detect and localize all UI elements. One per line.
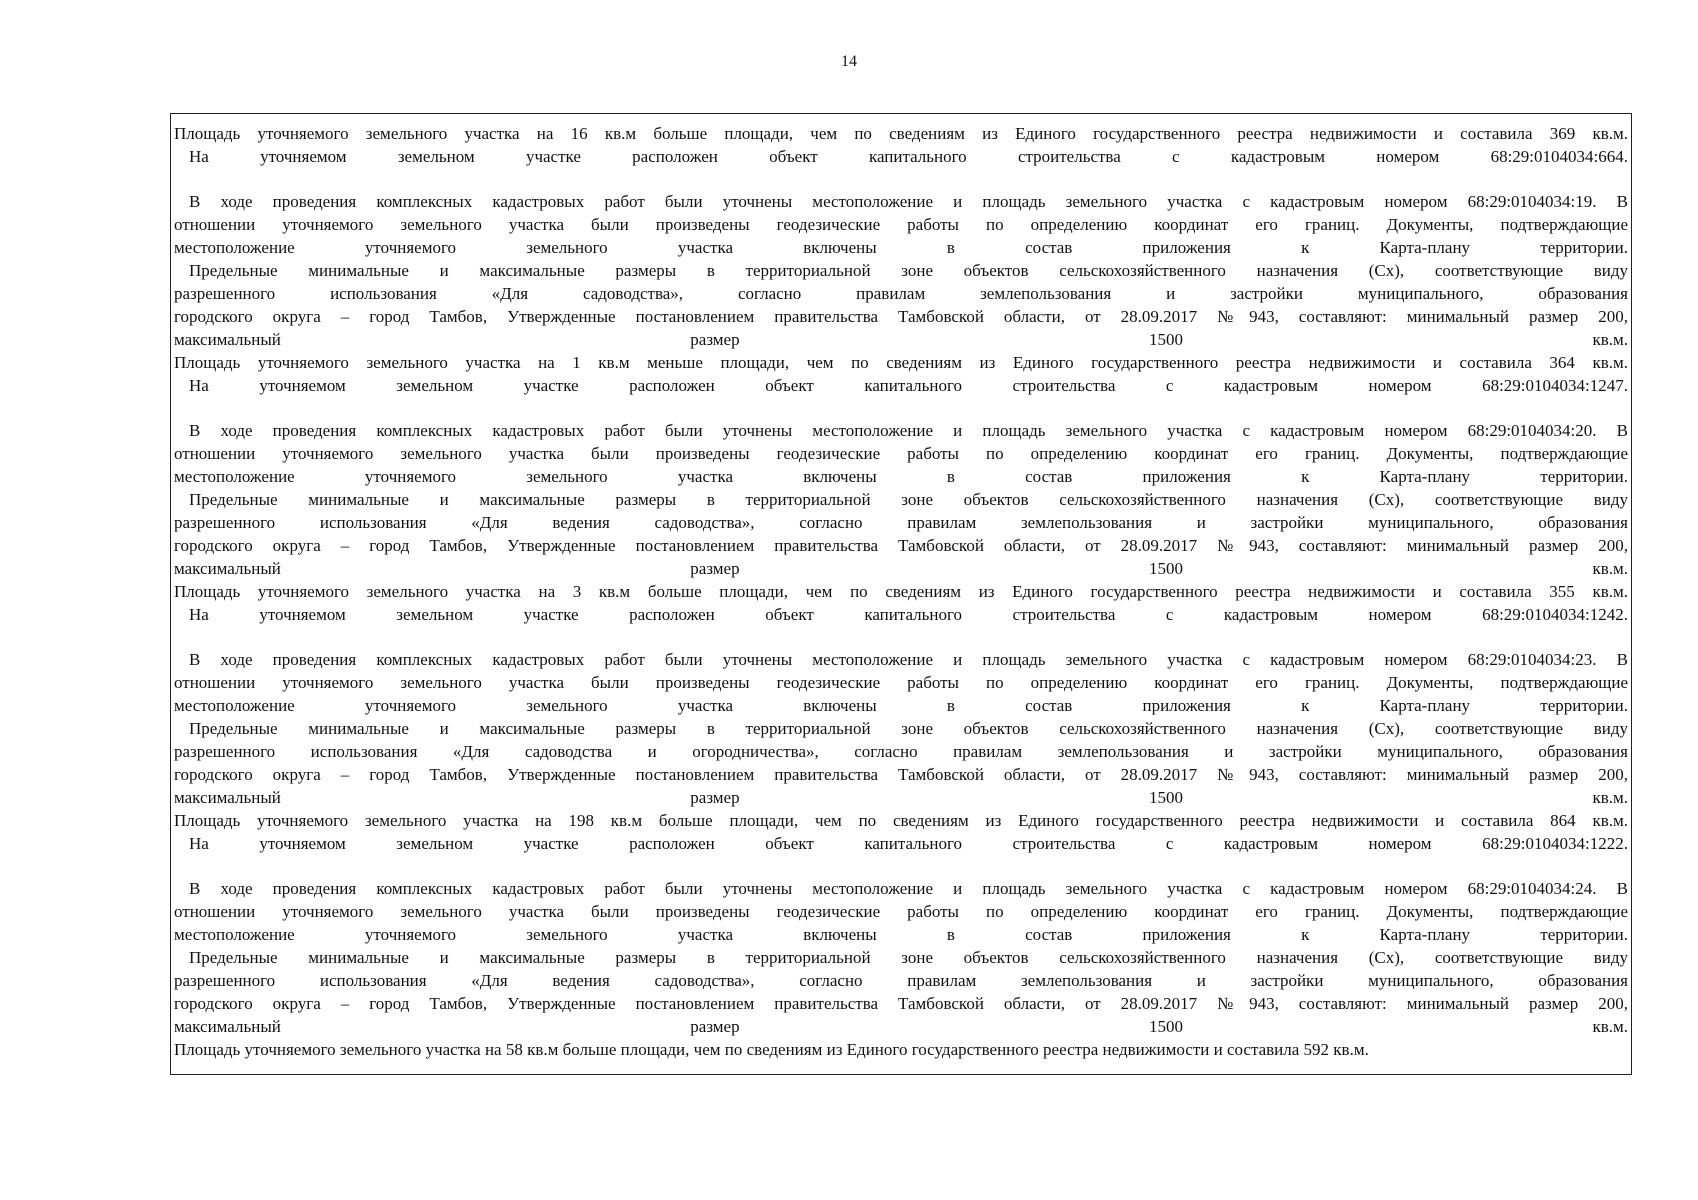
text-line: местоположение уточняемого земельного участка включены в состав приложения к Карта-плану территории.	[174, 238, 1628, 257]
text-line: городского округа – город Тамбов, Утвержденные постановлением правительства Тамбовской области, от 28.09.2017 №943, составляют: минимальный размер 200,	[174, 994, 1628, 1013]
text-line: Предельные минимальные и максимальные размеры в территориальной зоне объектов сельскохозяйственного назначения (Сх), соответствующие виду	[189, 490, 1628, 509]
text-line: разрешенного использования «Для садоводства и огородничества», согласно правилам землепользования и застройки муниципального, образования	[174, 742, 1628, 761]
text-line: В ходе проведения комплексных кадастровых работ были уточнены местоположение и площадь земельного участка с кадастровым номером 68:29:0104034:20. В	[189, 421, 1628, 440]
text-line: На уточняемом земельном участке расположен объект капитального строительства с кадастровым номером 68:29:0104034:1242.	[189, 605, 1628, 624]
text-line: местоположение уточняемого земельного участка включены в состав приложения к Карта-плану территории.	[174, 467, 1628, 486]
text-line: В ходе проведения комплексных кадастровых работ были уточнены местоположение и площадь земельного участка с кадастровым номером 68:29:0104034:23. В	[189, 650, 1628, 669]
text-line: Предельные минимальные и максимальные размеры в территориальной зоне объектов сельскохозяйственного назначения (Сх), соответствующие виду	[189, 719, 1628, 738]
text-line: На уточняемом земельном участке расположен объект капитального строительства с кадастровым номером 68:29:0104034:1247.	[189, 376, 1628, 395]
text-line: На уточняемом земельном участке расположен объект капитального строительства с кадастровым номером 68:29:0104034:664.	[189, 147, 1628, 166]
parcel-section	[174, 122, 1628, 168]
text-line: Предельные минимальные и максимальные размеры в территориальной зоне объектов сельскохозяйственного назначения (Сх), соответствующие виду	[189, 948, 1628, 967]
text-line: максимальный размер 1500 кв.м.	[174, 788, 1628, 807]
text-line: В ходе проведения комплексных кадастровых работ были уточнены местоположение и площадь земельного участка с кадастровым номером 68:29:0104034:24. В	[189, 879, 1628, 898]
text-line: городского округа – город Тамбов, Утвержденные постановлением правительства Тамбовской области, от 28.09.2017 №943, составляют: минимальный размер 200,	[174, 536, 1628, 555]
text-line: отношении уточняемого земельного участка были произведены геодезические работы по определению координат его границ. Документы, подтверждающие	[174, 215, 1628, 234]
text-line: Предельные минимальные и максимальные размеры в территориальной зоне объектов сельскохозяйственного назначения (Сх), соответствующие виду	[189, 261, 1628, 280]
parcel-section	[174, 877, 1628, 1061]
parcel-section	[174, 190, 1628, 397]
text-line: разрешенного использования «Для ведения садоводства», согласно правилам землепользования и застройки муниципального, образования	[174, 971, 1628, 990]
text-line: максимальный размер 1500 кв.м.	[174, 330, 1628, 349]
text-line: городского округа – город Тамбов, Утвержденные постановлением правительства Тамбовской области, от 28.09.2017 №943, составляют: минимальный размер 200,	[174, 765, 1628, 784]
text-line: Площадь уточняемого земельного участка на 58 кв.м больше площади, чем по сведениям из Единого государственного реестра недвижимости и составила 592 кв.м.	[174, 1040, 1369, 1059]
text-line: Площадь уточняемого земельного участка на 198 кв.м больше площади, чем по сведениям из Единого государственного реестра недвижимости и составила 864 кв.м.	[174, 811, 1628, 830]
text-line: На уточняемом земельном участке расположен объект капитального строительства с кадастровым номером 68:29:0104034:1222.	[189, 834, 1628, 853]
text-line: местоположение уточняемого земельного участка включены в состав приложения к Карта-плану территории.	[174, 925, 1628, 944]
text-line: Площадь уточняемого земельного участка на 1 кв.м меньше площади, чем по сведениям из Единого государственного реестра недвижимости и составила 364 кв.м.	[174, 353, 1628, 372]
parcel-section	[174, 419, 1628, 626]
text-line: В ходе проведения комплексных кадастровых работ были уточнены местоположение и площадь земельного участка с кадастровым номером 68:29:0104034:19. В	[189, 192, 1628, 211]
page-number: 14	[841, 53, 857, 70]
text-line: максимальный размер 1500 кв.м.	[174, 1017, 1628, 1036]
text-line: отношении уточняемого земельного участка были произведены геодезические работы по определению координат его границ. Документы, подтверждающие	[174, 673, 1628, 692]
parcel-section	[174, 648, 1628, 855]
text-line: Площадь уточняемого земельного участка на 3 кв.м больше площади, чем по сведениям из Единого государственного реестра недвижимости и составила 355 кв.м.	[174, 582, 1628, 601]
text-line: разрешенного использования «Для ведения садоводства», согласно правилам землепользования и застройки муниципального, образования	[174, 513, 1628, 532]
text-line: отношении уточняемого земельного участка были произведены геодезические работы по определению координат его границ. Документы, подтверждающие	[174, 444, 1628, 463]
text-line: Площадь уточняемого земельного участка на 16 кв.м больше площади, чем по сведениям из Единого государственного реестра недвижимости и составила 369 кв.м.	[174, 124, 1628, 143]
text-line: максимальный размер 1500 кв.м.	[174, 559, 1628, 578]
text-line: местоположение уточняемого земельного участка включены в состав приложения к Карта-плану территории.	[174, 696, 1628, 715]
text-line: разрешенного использования «Для садоводства», согласно правилам землепользования и застройки муниципального, образования	[174, 284, 1628, 303]
text-frame	[170, 113, 1632, 1075]
text-line: отношении уточняемого земельного участка были произведены геодезические работы по определению координат его границ. Документы, подтверждающие	[174, 902, 1628, 921]
text-line: городского округа – город Тамбов, Утвержденные постановлением правительства Тамбовской области, от 28.09.2017 №943, составляют: минимальный размер 200,	[174, 307, 1628, 326]
